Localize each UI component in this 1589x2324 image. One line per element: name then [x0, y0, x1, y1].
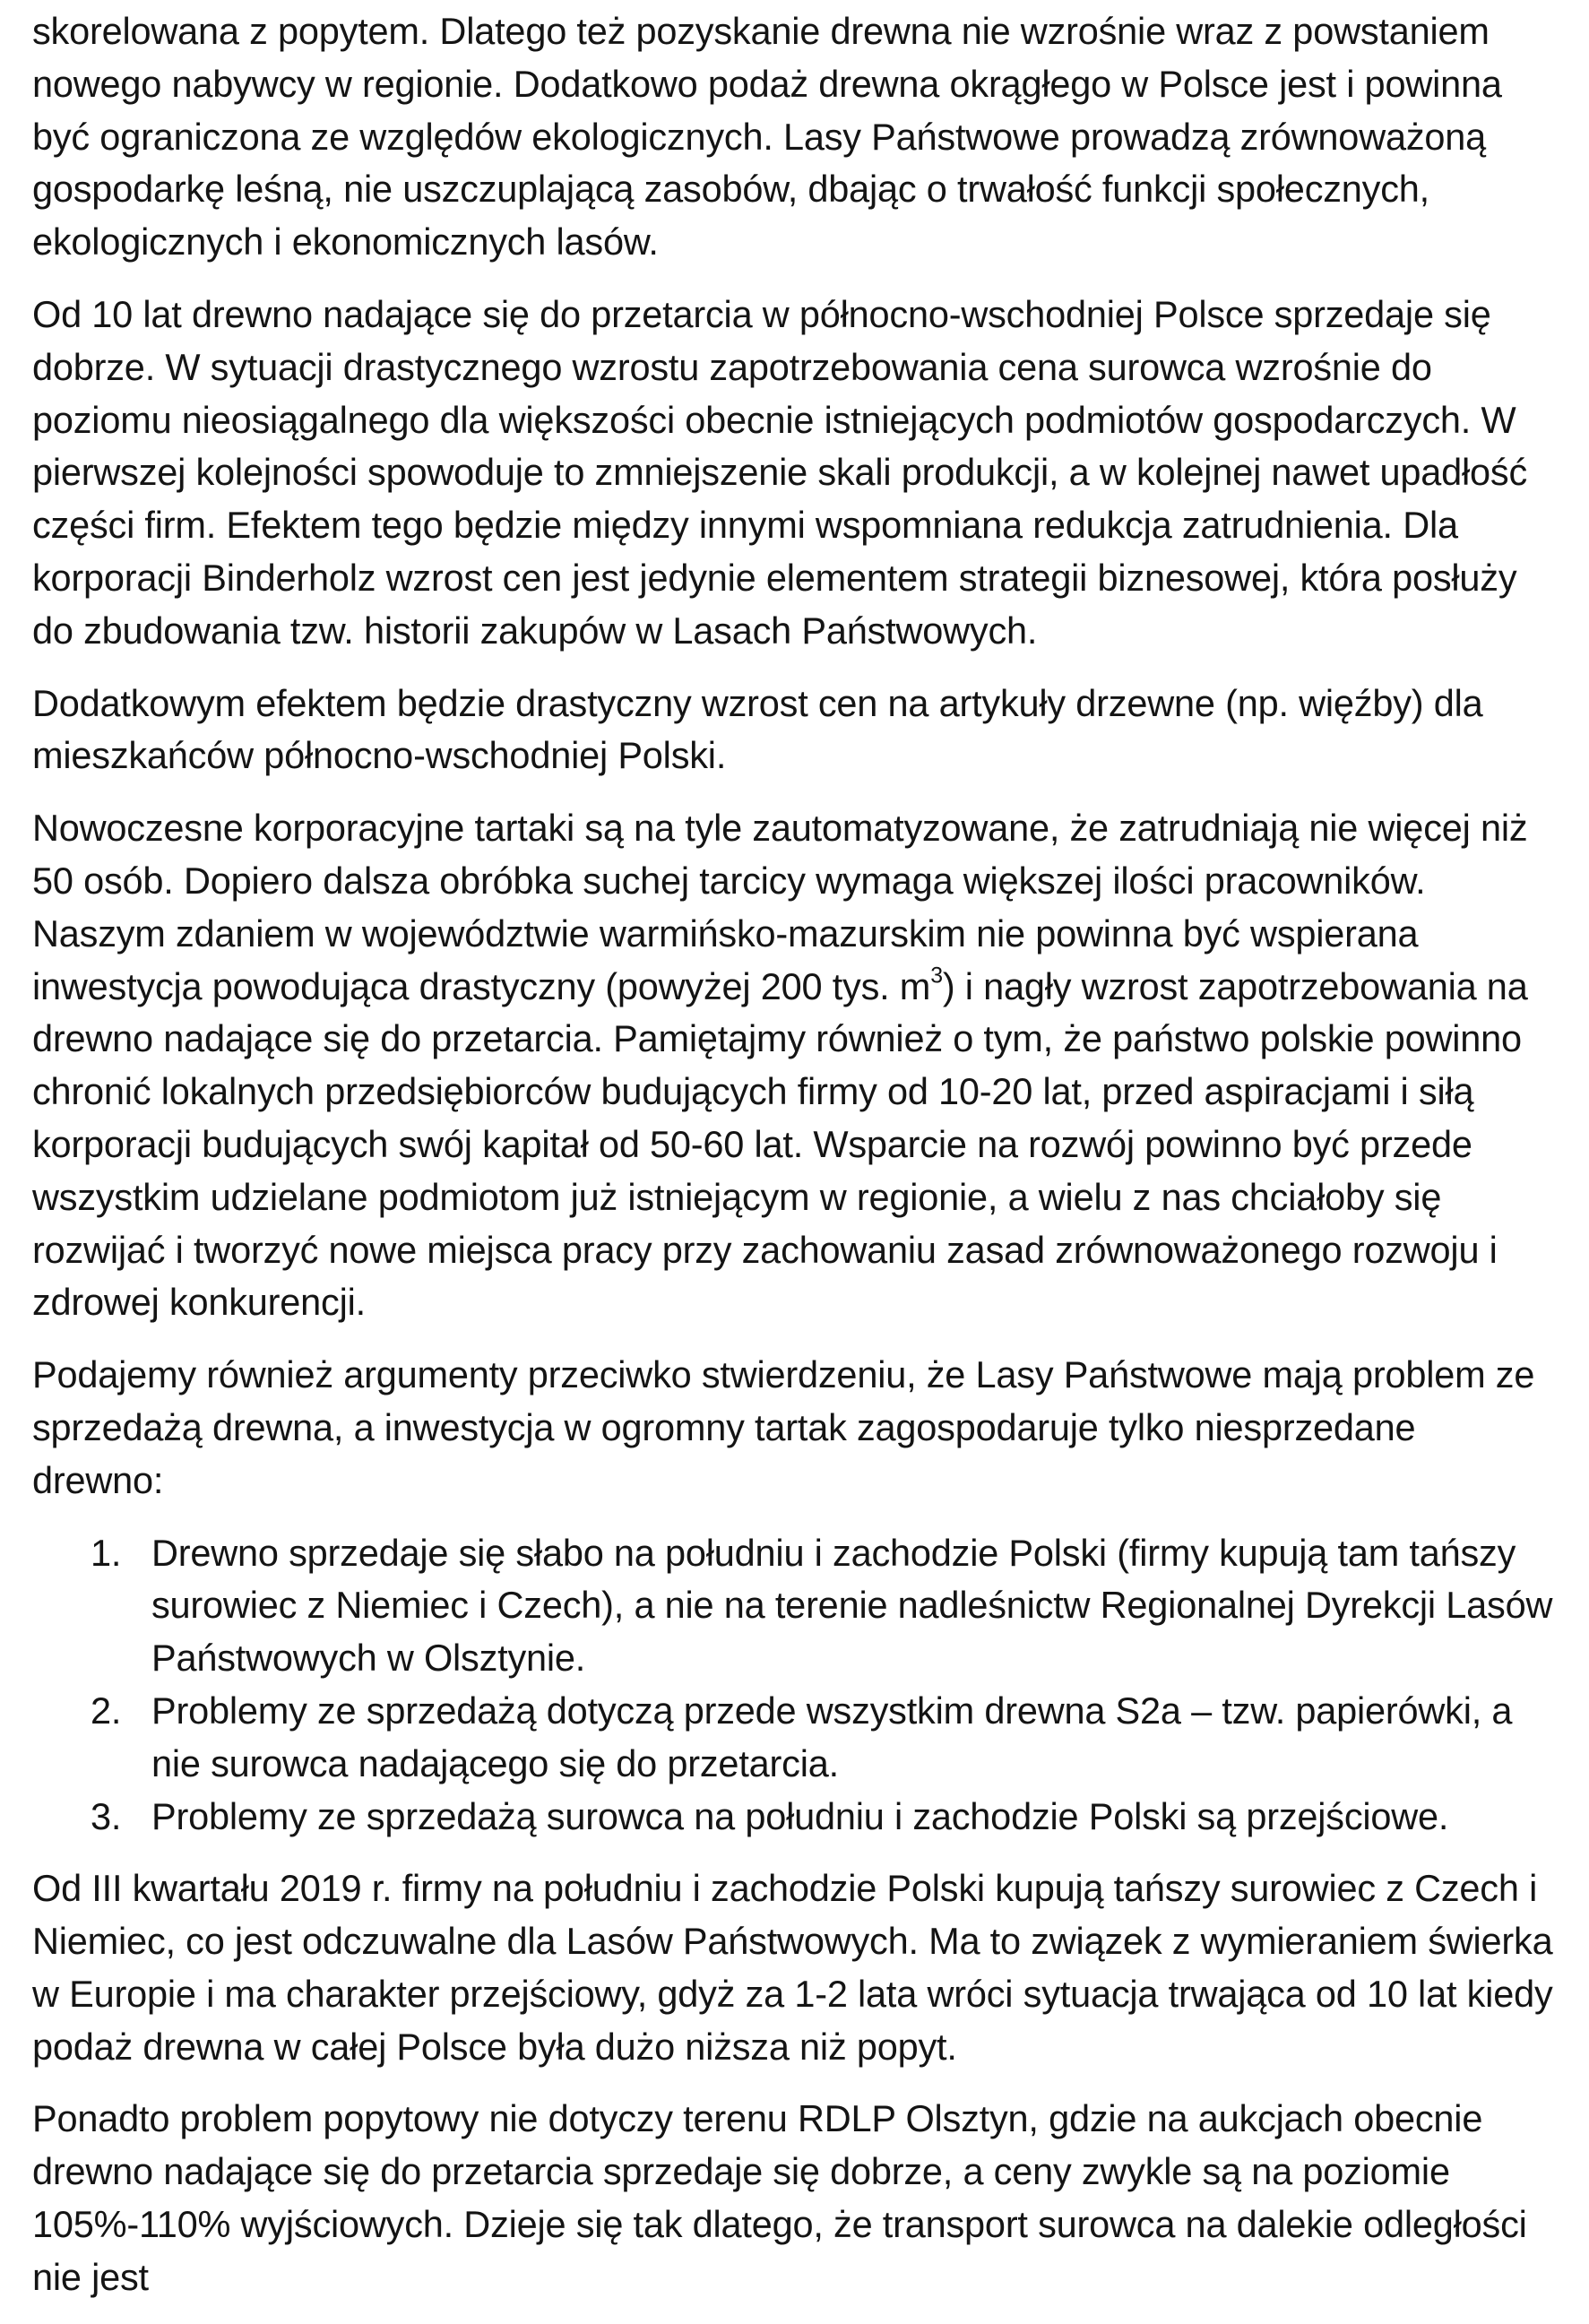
document-page	[32, 5, 1556, 2324]
list-item-text: Drewno sprzedaje się słabo na południu i zachodzie Polski (firmy kupują tam tańszy surowiec z Niemiec i Czech), a nie na terenie nadleśnictw Regionalnej Dyrekcji Lasów Państwowych w Olsztynie.	[151, 1531, 1553, 1680]
paragraph-list-intro: Podajemy również argumenty przeciwko stwierdzeniu, że Lasy Państwowe mają problem ze sprzedażą drewna, a inwestycja w ogromny tartak zagospodaruje tylko niesprzedane drewno:	[32, 1353, 1535, 1501]
list-item-text: Problemy ze sprzedażą dotyczą przede wszystkim drewna S2a – tzw. papierówki, a nie surowca nadającego się do przetarcia.	[151, 1689, 1513, 1784]
paragraph-consumer-prices: Dodatkowym efektem będzie drastyczny wzrost cen na artykuły drzewne (np. więźby) dla mieszkańców północno-wschodniej Polski.	[32, 681, 1483, 777]
list-item-number: 3.	[91, 1794, 122, 1837]
paragraph-rdlp-olsztyn: Ponadto problem popytowy nie dotyczy terenu RDLP Olsztyn, gdzie na aukcjach obecnie drewno nadające się do przetarcia sprzedaje się dobrze, a ceny zwykle są na poziomie 105%-110% wyjściowych. Dzieje się tak dlatego, że transport surowca na dalekie odległości nie jest	[32, 2097, 1527, 2298]
argument-list	[32, 1527, 1556, 1844]
investment-text-end: ) i nagły wzrost zapotrzebowania na drewno nadające się do przetarcia. Pamiętajmy również o tym, że państwo polskie powinno chronić lokalnych przedsiębiorców budujących firmy od 10-20 lat, przed aspiracjami i siłą korporacji budujących swój kapitał od 50-60 lat. Wsparcie na rozwój powinno być przede wszystkim udzielane podmiotom już istniejącym w regionie, a wielu z nas chciałoby się rozwijać i tworzyć nowe miejsca pracy przy zachowaniu zasad zrównoważonego rozwoju i zdrowej konkurencji.	[32, 964, 1528, 1324]
paragraph-q3-2019: Od III kwartału 2019 r. firmy na południu i zachodzie Polski kupują tańszy surowiec z Czech i Niemiec, co jest odczuwalne dla Lasów Państwowych. Ma to związek z wymieraniem świerka w Europie i ma charakter przejściowy, gdyż za 1-2 lata wróci sytuacja trwająca od 10 lat kiedy podaż drewna w całej Polsce była dużo niższa niż popyt.	[32, 1867, 1553, 2068]
list-item	[32, 1791, 1556, 1844]
paragraph-price-increase: Od 10 lat drewno nadające się do przetarcia w północno-wschodniej Polsce sprzedaje się dobrze. W sytuacji drastycznego wzrostu zapotrzebowania cena surowca wzrośnie do poziomu nieosiągalnego dla większości obecnie istniejących podmiotów gospodarczych. W pierwszej kolejności spowoduje to zmniejszenie skali produkcji, a w kolejnej nawet upadłość części firm. Efektem tego będzie między innymi wspomniana redukcja zatrudnienia. Dla korporacji Binderholz wzrost cen jest jedynie elementem strategii biznesowej, która posłuży do zbudowania tzw. historii zakupów w Lasach Państwowych.	[32, 292, 1528, 652]
list-item	[32, 1685, 1556, 1791]
paragraph-investment-opinion	[32, 802, 1556, 1329]
cubic-superscript: 3	[930, 962, 943, 988]
list-item-text: Problemy ze sprzedażą surowca na południu i zachodzie Polski są przejściowe.	[151, 1794, 1449, 1837]
paragraph-supply-correlation: skorelowana z popytem. Dlatego też pozyskanie drewna nie wzrośnie wraz z powstaniem nowego nabywcy w regionie. Dodatkowo podaż drewna okrągłego w Polsce jest i powinna być ograniczona ze względów ekologicznych. Lasy Państwowe prowadzą zrównoważoną gospodarkę leśną, nie uszczuplającą zasobów, dbając o trwałość funkcji społecznych, ekologicznych i ekonomicznych lasów.	[32, 10, 1502, 264]
list-item-number: 2.	[91, 1689, 122, 1732]
investment-text-start: Nowoczesne korporacyjne tartaki są na tyle zautomatyzowane, że zatrudniają nie więcej niż 50 osób. Dopiero dalsza obróbka suchej tarcicy wymaga większej ilości pracowników. Naszym zdaniem w województwie warmińsko-mazurskim nie powinna być wspierana inwestycja powodująca drastyczny (powyżej 200 tys. m	[32, 807, 1528, 1007]
list-item-number: 1.	[91, 1531, 122, 1574]
list-item	[32, 1527, 1556, 1685]
